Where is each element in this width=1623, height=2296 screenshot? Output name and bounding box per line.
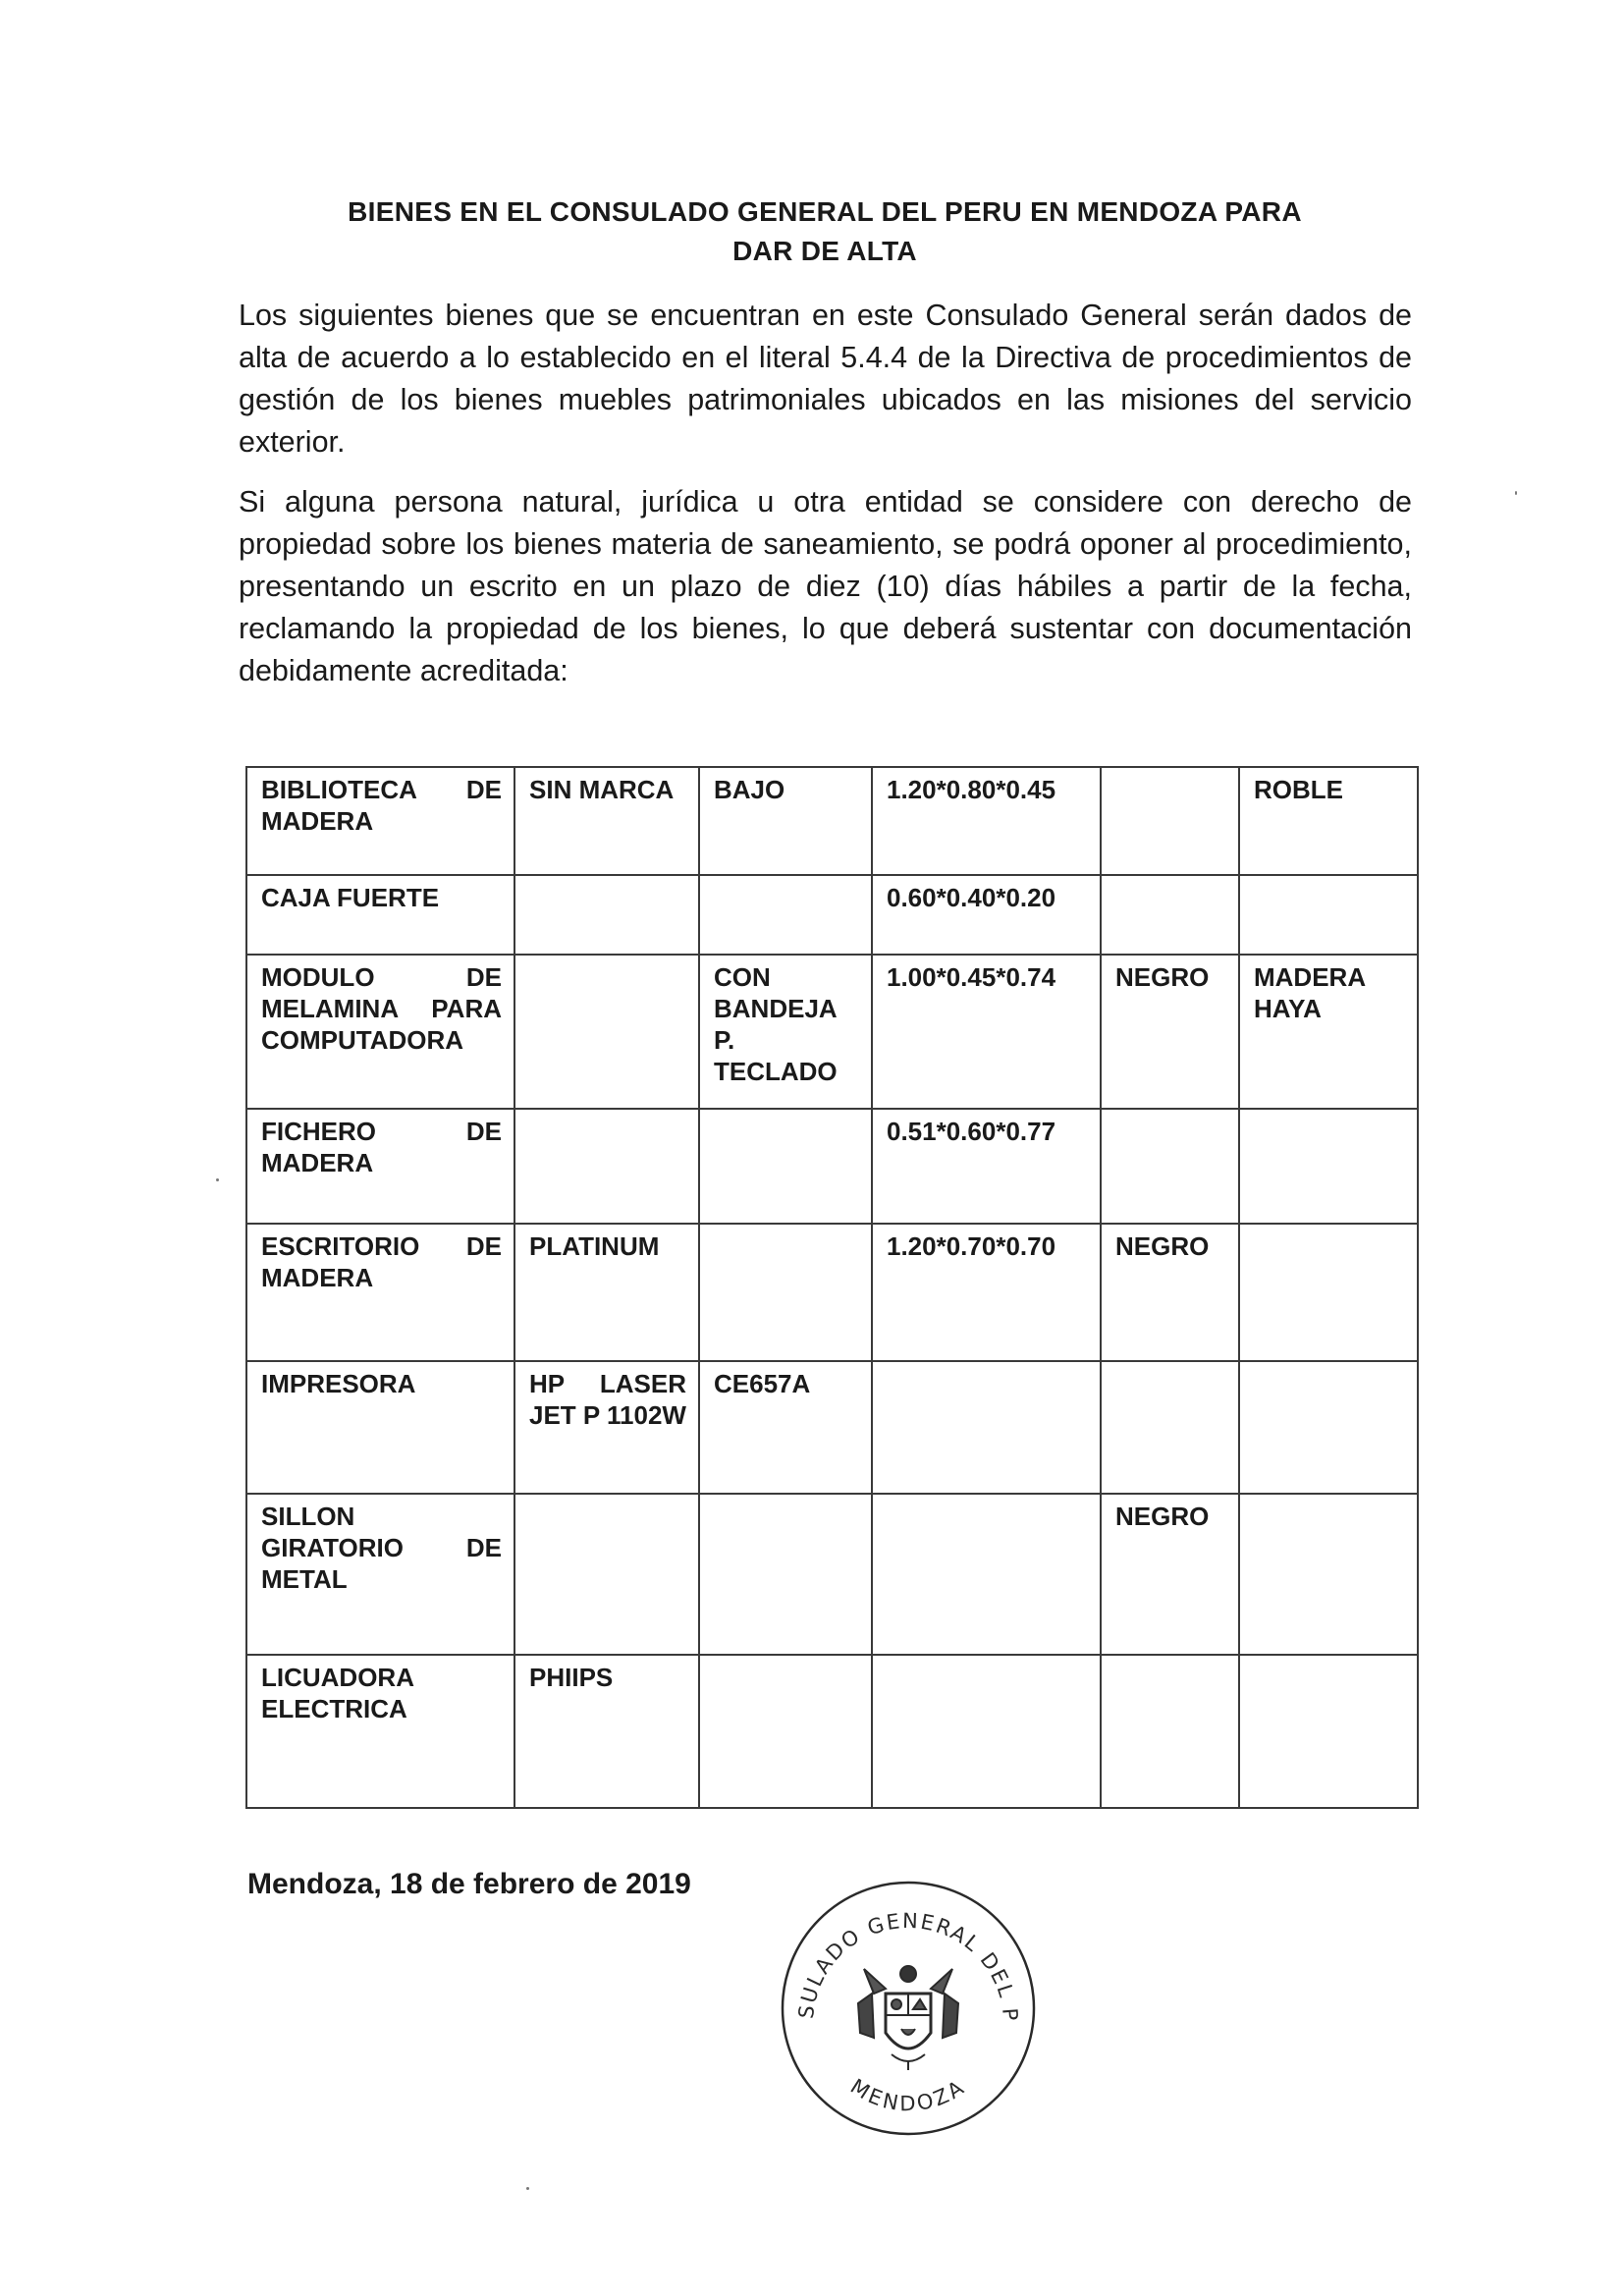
signing-date: Mendoza, 18 de febrero de 2019 <box>247 1868 691 1900</box>
item-model <box>699 1224 872 1361</box>
item-material <box>1239 1109 1418 1224</box>
item-model <box>699 1655 872 1808</box>
item-color <box>1101 1655 1239 1808</box>
item-description: LICUADORA ELECTRICA <box>246 1655 514 1808</box>
table-row <box>246 1361 1418 1494</box>
intro-paragraph: Los siguientes bienes que se encuentran en este Consulado General serán dados de alta de acuerdo a lo establecido en el literal 5.4.4 de la Directiva de procedimientos de gestión de los bienes muebles patrimoniales ubicados en las misiones del servicio exterior. <box>239 299 1412 459</box>
item-model: CON BANDEJA P. TECLADO <box>699 955 872 1109</box>
item-dimensions <box>872 1655 1101 1808</box>
item-material: MADERA HAYA <box>1239 955 1418 1109</box>
item-dimensions <box>872 1494 1101 1655</box>
table-row <box>246 955 1418 1109</box>
item-material <box>1239 875 1418 955</box>
item-brand <box>514 955 699 1109</box>
item-material <box>1239 1361 1418 1494</box>
item-color: NEGRO <box>1101 955 1239 1109</box>
item-dimensions: 1.20*0.80*0.45 <box>872 767 1101 875</box>
document-title <box>226 192 1424 271</box>
seal-graphic <box>776 1876 1041 2141</box>
item-material <box>1239 1224 1418 1361</box>
seal-bottom-text: MENDOZA <box>845 2074 971 2116</box>
item-brand: HP LASER JET P 1102W <box>514 1361 699 1494</box>
scan-speck <box>216 1178 219 1181</box>
title-line-1: BIENES EN EL CONSULADO GENERAL DEL PERU EN MENDOZA PARA <box>348 196 1302 227</box>
table-row <box>246 1494 1418 1655</box>
item-model <box>699 1109 872 1224</box>
table-row <box>246 1109 1418 1224</box>
item-description: CAJA FUERTE <box>246 875 514 955</box>
coat-of-arms-icon <box>858 1966 958 2070</box>
item-description: ESCRITORIO DE MADERA <box>246 1224 514 1361</box>
item-color <box>1101 767 1239 875</box>
item-model <box>699 875 872 955</box>
item-color: NEGRO <box>1101 1224 1239 1361</box>
item-brand: PHIIPS <box>514 1655 699 1808</box>
item-description: FICHERO DE MADERA <box>246 1109 514 1224</box>
item-description: BIBLIOTECA DE MADERA <box>246 767 514 875</box>
item-brand: SIN MARCA <box>514 767 699 875</box>
item-dimensions <box>872 1361 1101 1494</box>
item-model <box>699 1494 872 1655</box>
item-material <box>1239 1494 1418 1655</box>
svg-text:MENDOZA <box>846 2074 970 2115</box>
table-row <box>246 1224 1418 1361</box>
table-row <box>246 767 1418 875</box>
item-description: SILLON GIRATORIO DE METAL <box>246 1494 514 1655</box>
item-description: MODULO DE MELAMINA PARA COMPUTADORA <box>246 955 514 1109</box>
item-dimensions: 1.00*0.45*0.74 <box>872 955 1101 1109</box>
item-dimensions: 0.60*0.40*0.20 <box>872 875 1101 955</box>
scan-speck <box>1515 491 1517 495</box>
table-row <box>246 875 1418 955</box>
item-brand <box>514 875 699 955</box>
item-brand: PLATINUM <box>514 1224 699 1361</box>
item-material: ROBLE <box>1239 767 1418 875</box>
item-color <box>1101 875 1239 955</box>
item-model: BAJO <box>699 767 872 875</box>
item-color <box>1101 1361 1239 1494</box>
title-line-2: DAR DE ALTA <box>732 236 917 266</box>
item-color <box>1101 1109 1239 1224</box>
item-model: CE657A <box>699 1361 872 1494</box>
seal-top-text: SULADO GENERAL DEL P <box>793 1908 1023 2024</box>
consulate-seal <box>776 1876 1041 2141</box>
item-color: NEGRO <box>1101 1494 1239 1655</box>
table-row <box>246 1655 1418 1808</box>
item-dimensions: 1.20*0.70*0.70 <box>872 1224 1101 1361</box>
item-brand <box>514 1494 699 1655</box>
item-description: IMPRESORA <box>246 1361 514 1494</box>
item-material <box>1239 1655 1418 1808</box>
scan-speck <box>526 2187 529 2190</box>
item-dimensions: 0.51*0.60*0.77 <box>872 1109 1101 1224</box>
goods-table <box>245 766 1419 1809</box>
item-brand <box>514 1109 699 1224</box>
opposition-paragraph: Si alguna persona natural, jurídica u otra entidad se considere con derecho de propiedad sobre los bienes materia de saneamiento, se podrá oponer al procedimiento, presentando un escrito en un plazo de diez (10) días hábiles a partir de la fecha, reclamando la propiedad de los bienes, lo que deberá sustentar con documentación debidamente acreditada: <box>239 485 1412 687</box>
